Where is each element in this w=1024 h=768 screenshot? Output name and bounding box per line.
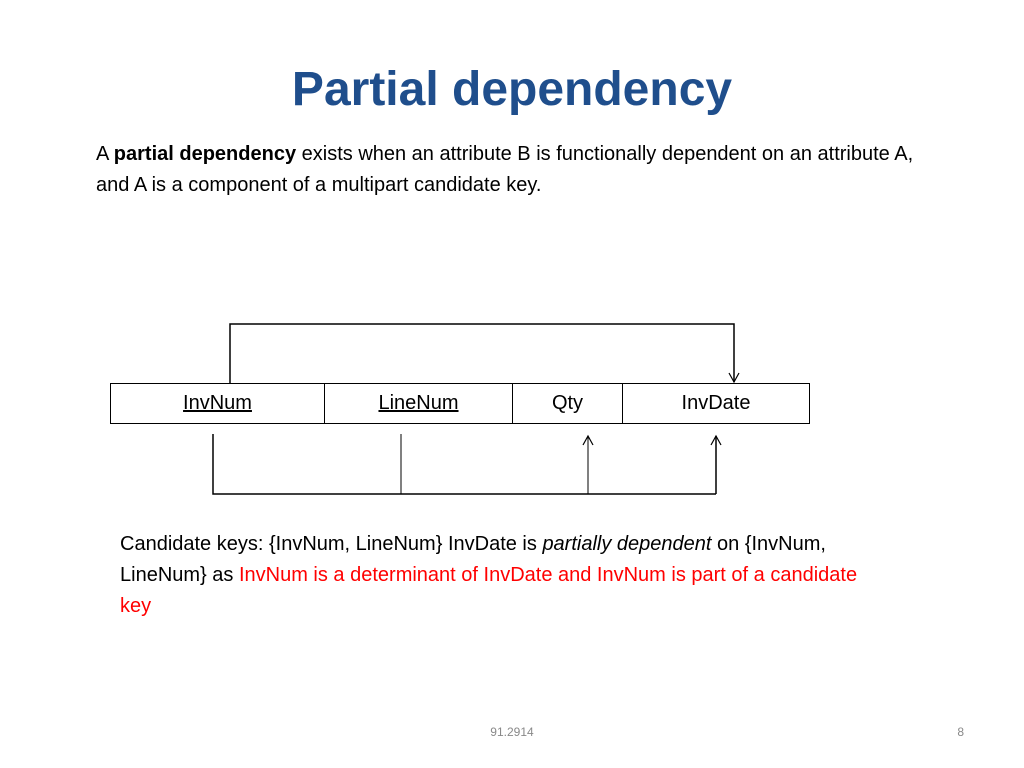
full-dependency-arrow [213,434,721,494]
column-invdate [623,384,809,423]
slide-title: Partial dependency [291,63,733,116]
candidate-keys-note [120,529,880,622]
full-dependency-base-line [213,434,716,494]
relation-table [110,383,810,424]
column-linenum-label: LineNum [378,392,459,414]
arrowhead-qty [583,436,593,445]
definition-text [96,139,916,201]
column-invnum [111,384,325,423]
column-linenum [325,384,513,423]
definition-prefix: A [96,143,114,165]
column-invdate-label: InvDate [681,392,751,414]
column-invnum-label: InvNum [183,392,252,414]
footer-page-number: 8 [957,725,964,739]
arrowhead-invdate-top [729,373,739,382]
definition-term: partial dependency [113,143,297,165]
arrowhead-invdate-bottom [711,436,721,445]
note-italic: partially dependent [542,533,712,555]
column-qty [513,384,623,423]
partial-dependency-arrow [230,324,739,383]
column-qty-label: Qty [551,392,584,414]
note-highlight: InvNum is a determinant of InvDate and InvNum is part of a candidate key [120,564,858,617]
note-text-2: on {InvNum, LineNum} as [120,533,826,586]
note-text-1: Candidate keys: {InvNum, LineNum} InvDate is [120,533,543,555]
definition-body: exists when an attribute B is functionally dependent on an attribute A, and A is a component of a multipart candidate key. [96,143,914,196]
partial-dependency-line [230,324,734,383]
footer-course-code: 91.2914 [490,725,534,739]
